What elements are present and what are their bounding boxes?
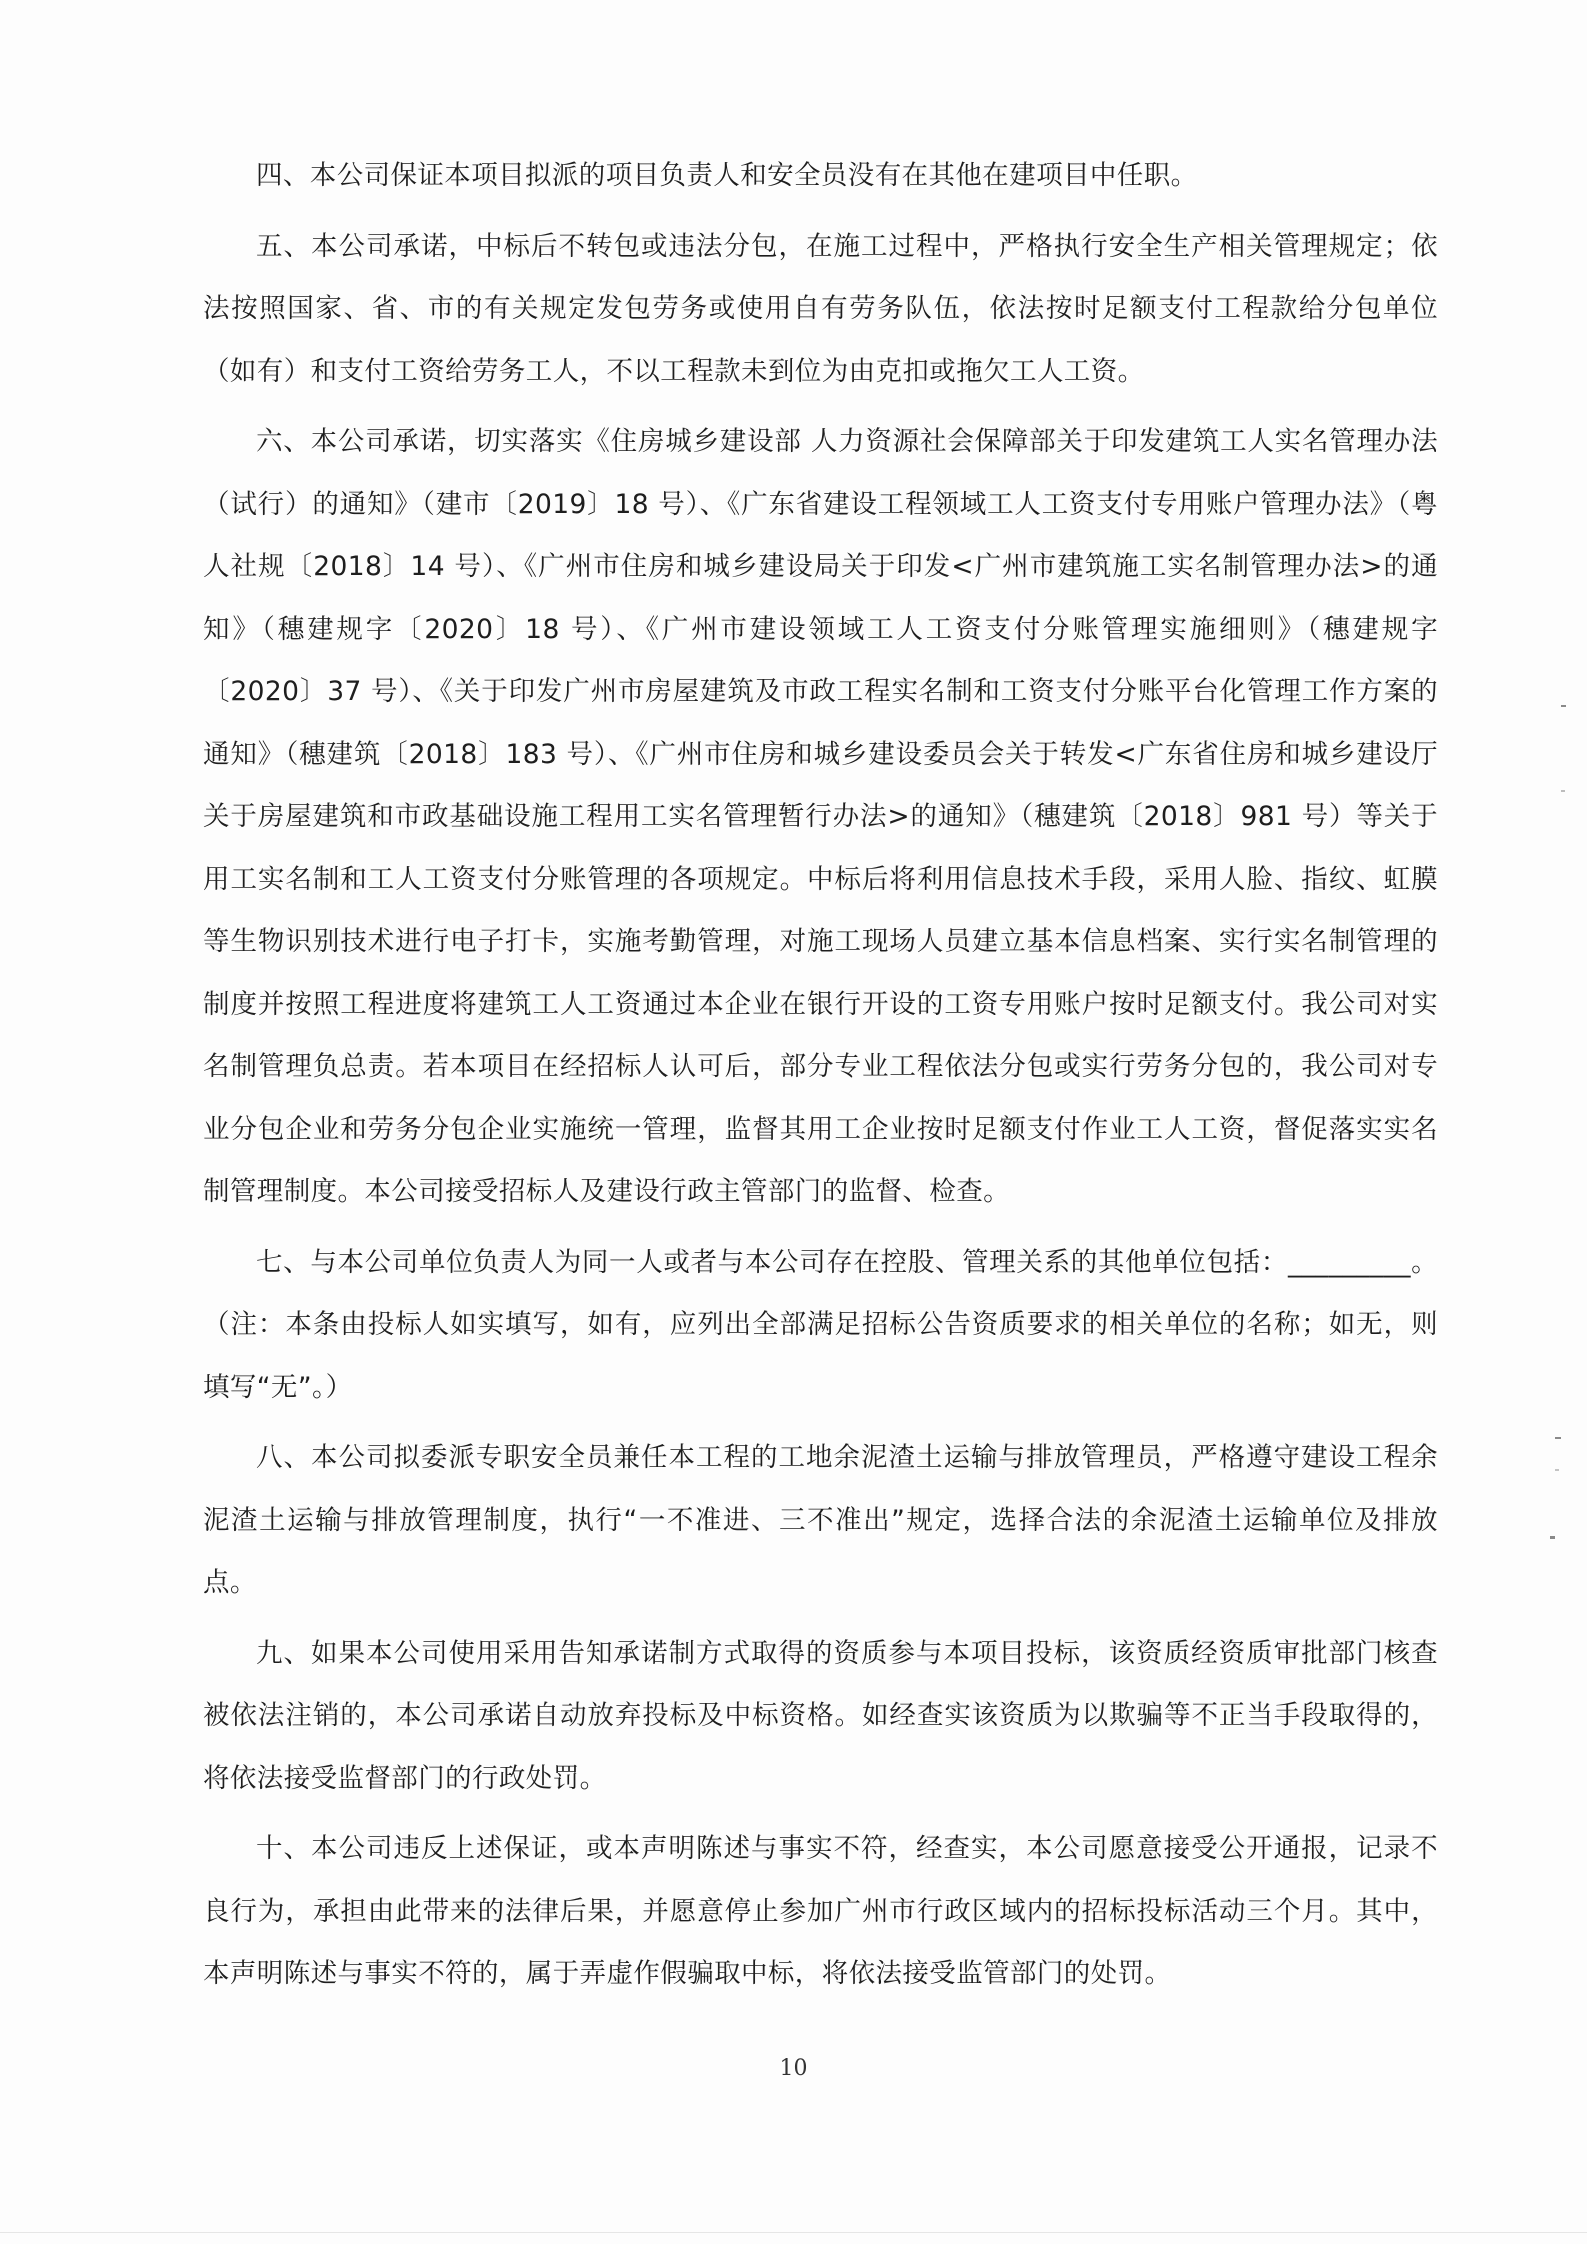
clause-6: 六、本公司承诺，切实落实《住房城乡建设部 人力资源社会保障部关于印发建筑工人实名管理办法（试行）的通知》（建市〔2019〕18 号）、《广东省建设工程领域工人工资支付专用账户管理办法》（粤人社规〔2018〕14 号）、《广州市住房和城乡建设局关于印发<广州市建筑施工实名制管理办法>的通知》（穗建规字〔2020〕18 号）、《广州市建设领域工人工资支付分账管理实施细则》（穗建规字〔2020〕37 号）、《关于印发广州市房屋建筑及市政工程实名制和工资支付分账平台化管理工作方案的通知》（穗建筑〔2018〕183 号）、《广州市住房和城乡建设委员会关于转发<广东省住房和城乡建设厅关于房屋建筑和市政基础设施工程用工实名管理暂行办法>的通知》（穗建筑〔2018〕981 号）等关于用工实名制和工人工资支付分账管理的各项规定。中标后将利用信息技术手段，采用人脸、指纹、虹膜等生物识别技术进行电子打卡，实施考勤管理，对施工现场人员建立基本信息档案、实行实名制管理的制度并按照工程进度将建筑工人工资通过本企业在银行开设的工资专用账户按时足额支付。我公司对实名制管理负总责。若本项目在经招标人认可后，部分专业工程依法分包或实行劳务分包的，我公司对专业分包企业和劳务分包企业实施统一管理，监督其用工企业按时足额支付作业工人工资，督促落实实名制管理制度。本公司接受招标人及建设行政主管部门的监督、检查。 [203,426,1438,1207]
clause-7: 七、与本公司单位负责人为同一人或者与本公司存在控股、管理关系的其他单位包括：_________。（注：本条由投标人如实填写，如有，应列出全部满足招标公告资质要求的相关单位的名称；如无，则填写“无”。） [203,1246,1438,1403]
clause-10: 十、本公司违反上述保证，或本声明陈述与事实不符，经查实，本公司愿意接受公开通报，记录不良行为，承担由此带来的法律后果，并愿意停止参加广州市行政区域内的招标投标活动三个月。其中，本声明陈述与事实不符的，属于弄虚作假骗取中标，将依法接受监管部门的处罚。 [203,1833,1438,1989]
scan-artifact-mark [1561,790,1565,792]
scan-artifact-mark [1555,1437,1561,1439]
page-number: 10 [779,2056,808,2081]
scan-artifact-mark [1550,1536,1555,1539]
scan-artifact-mark [1555,1469,1559,1471]
clause-9: 九、如果本公司使用采用告知承诺制方式取得的资质参与本项目投标，该资质经资质审批部门核查被依法注销的，本公司承诺自动放弃投标及中标资格。如经查实该资质为以欺骗等不正当手段取得的，将依法接受监督部门的行政处罚。 [203,1637,1438,1794]
scan-artifact-mark [1561,705,1566,707]
clause-8: 八、本公司拟委派专职安全员兼任本工程的工地余泥渣土运输与排放管理员，严格遵守建设工程余泥渣土运输与排放管理制度，执行“一不准进、三不准出”规定，选择合法的余泥渣土运输单位及排放点。 [203,1442,1438,1598]
clause-4: 四、本公司保证本项目拟派的项目负责人和安全员没有在其他在建项目中任职。 [256,160,1198,191]
clause-5: 五、本公司承诺，中标后不转包或违法分包，在施工过程中，严格执行安全生产相关管理规定；依法按照国家、省、市的有关规定发包劳务或使用自有劳务队伍，依法按时足额支付工程款给分包单位（如有）和支付工资给劳务工人，不以工程款未到位为由克扣或拖欠工人工资。 [203,230,1438,387]
document-body [203,145,1438,2006]
scan-bottom-edge [0,2232,1587,2233]
